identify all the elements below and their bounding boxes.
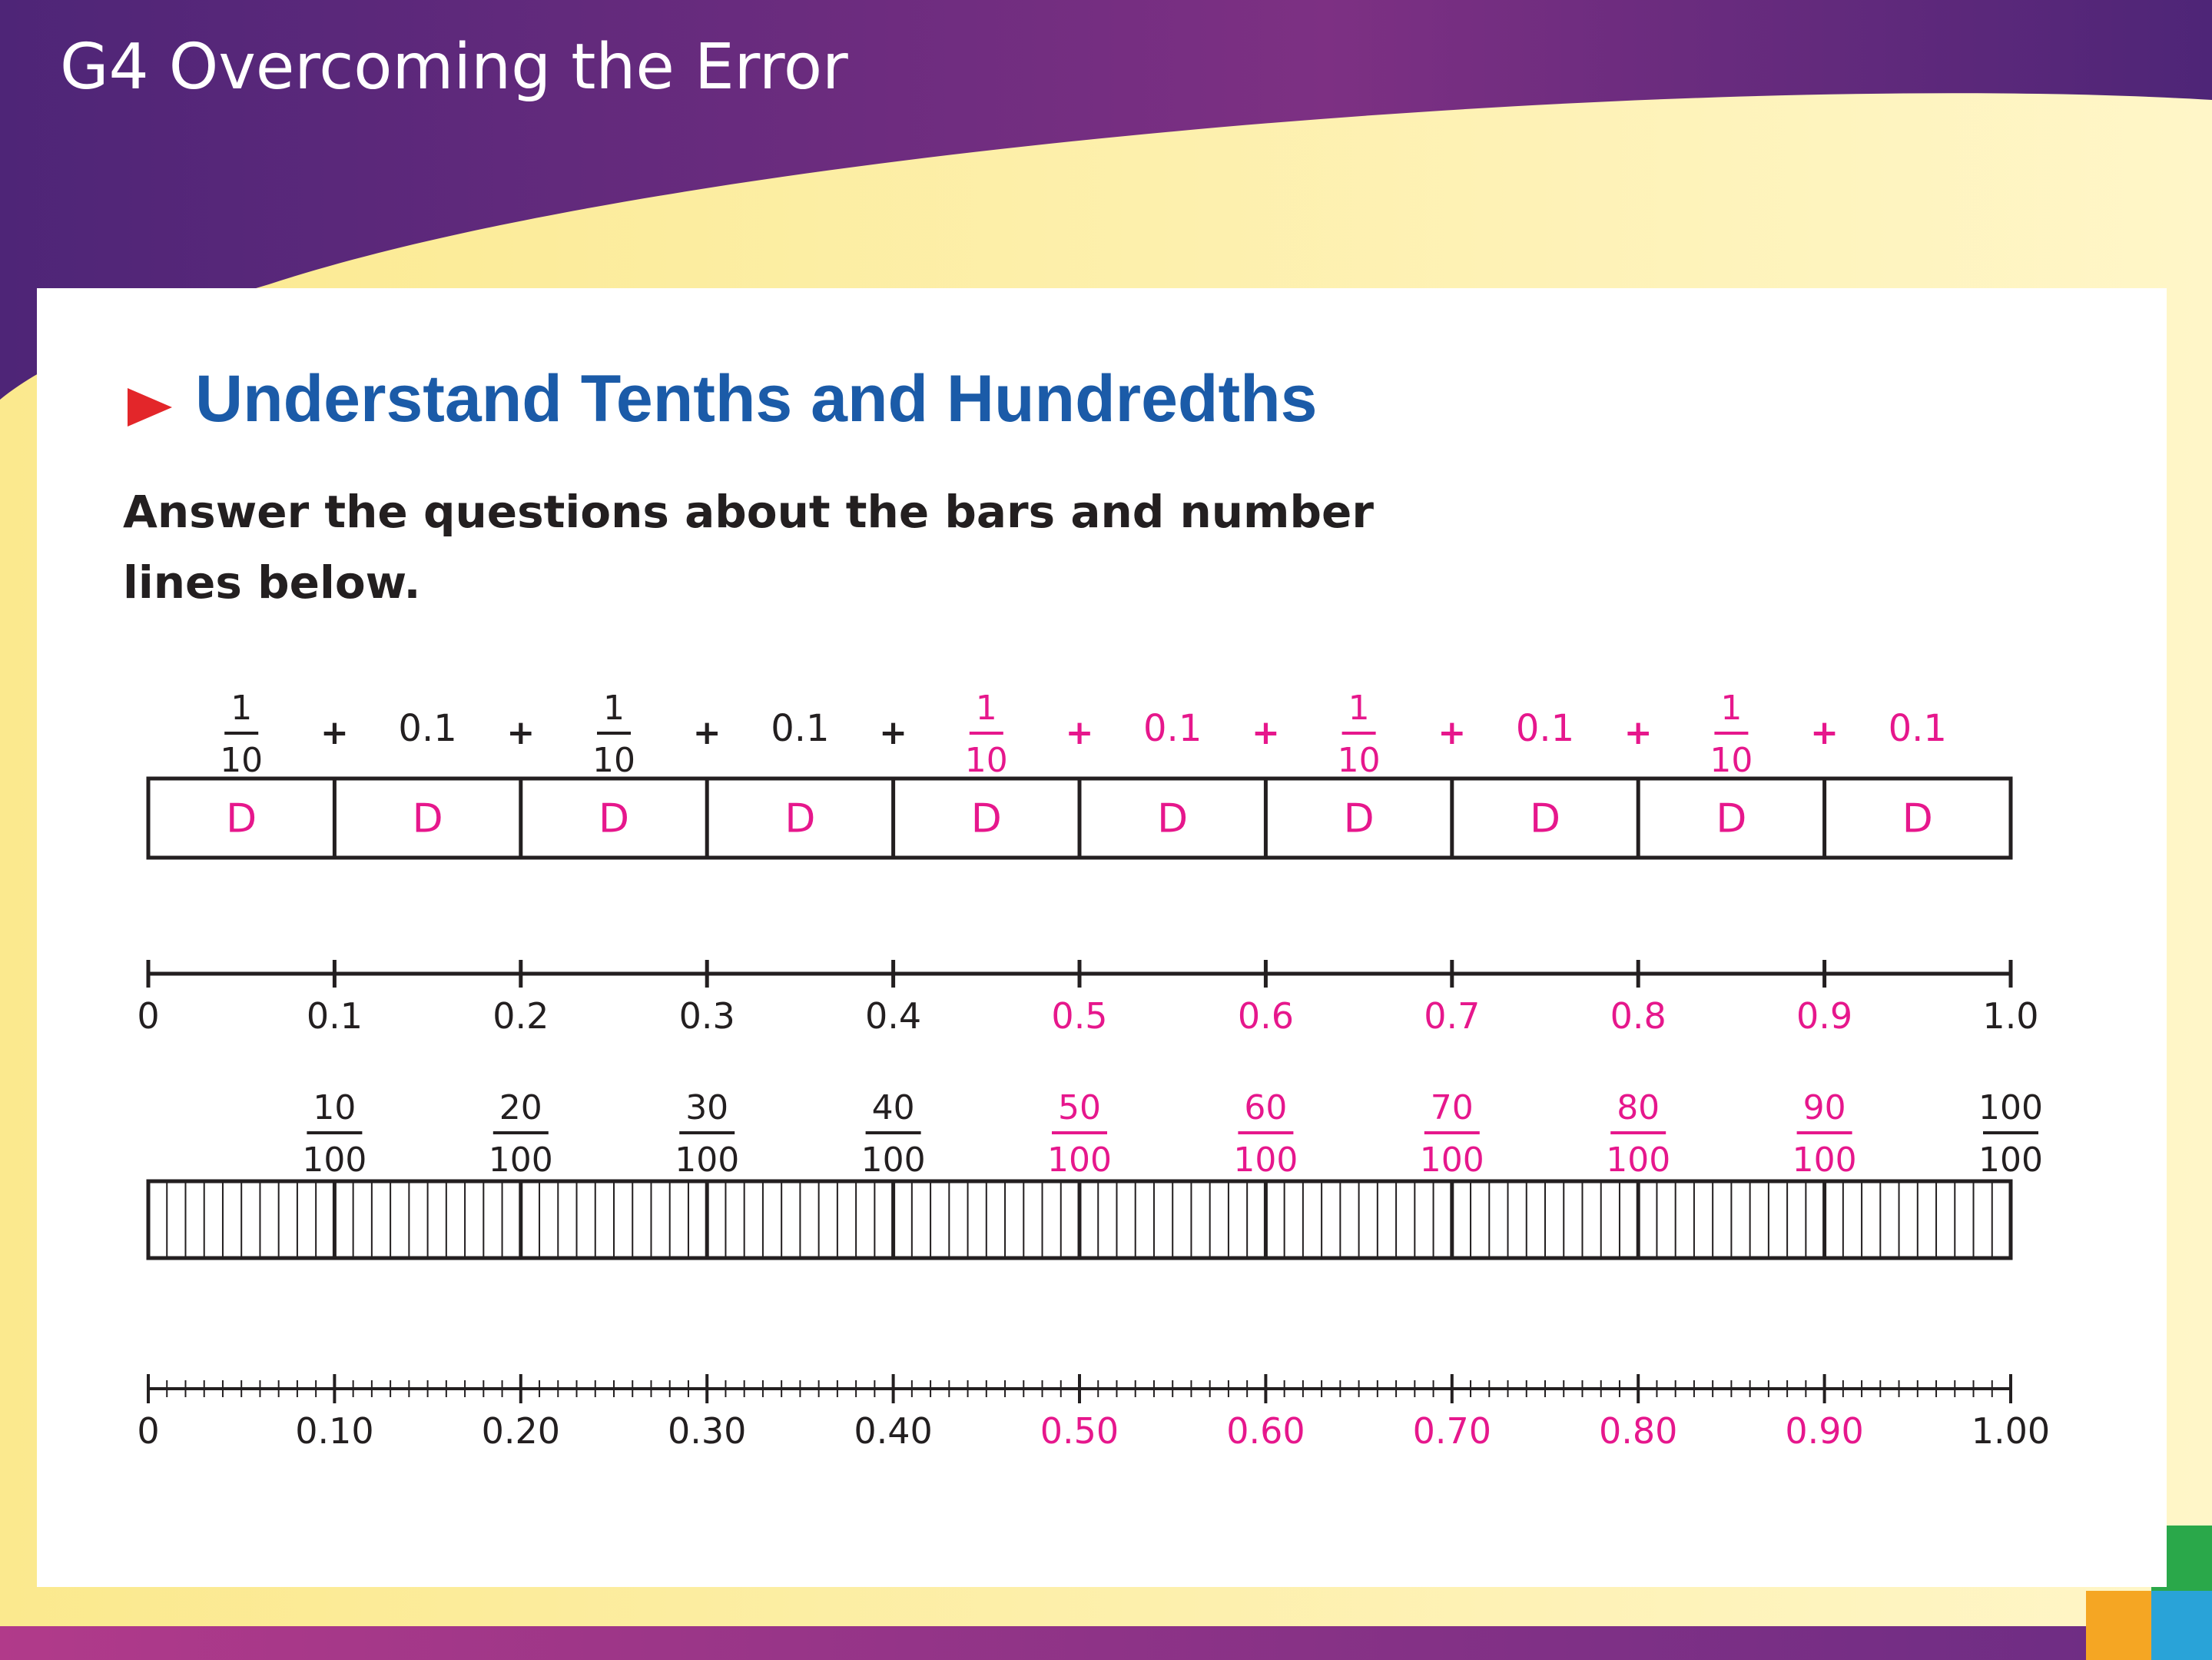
tenth-fraction-denominator: 10 bbox=[964, 741, 1008, 780]
plus-sign: + bbox=[1810, 713, 1839, 752]
plus-sign: + bbox=[1065, 713, 1094, 752]
hundredth-fraction-denominator: 100 bbox=[1233, 1140, 1298, 1180]
hundredths-line-label: 0.30 bbox=[667, 1410, 747, 1452]
bar-cell-label: D bbox=[970, 795, 1002, 842]
tenth-fraction-numerator: 1 bbox=[975, 689, 997, 728]
tenths-line-label: 0.7 bbox=[1424, 995, 1481, 1037]
tenths-line-label: 0.2 bbox=[492, 995, 549, 1037]
tenths-line-label: 1.0 bbox=[1982, 995, 2039, 1037]
bar-cell-label: D bbox=[1716, 795, 1747, 842]
hundredths-line-label: 0.70 bbox=[1412, 1410, 1492, 1452]
bar-cell-label: D bbox=[226, 795, 257, 842]
tenth-fraction-numerator: 1 bbox=[1348, 689, 1370, 728]
plus-sign: + bbox=[1438, 713, 1467, 752]
tenth-decimal: 0.1 bbox=[1888, 707, 1947, 750]
hundredths-line-label: 0.50 bbox=[1040, 1410, 1119, 1452]
plus-sign: + bbox=[506, 713, 536, 752]
hundredth-fraction-denominator: 100 bbox=[675, 1140, 740, 1180]
tenths-line-label: 0.1 bbox=[306, 995, 363, 1037]
plus-sign: + bbox=[320, 713, 349, 752]
hundredth-fraction-numerator: 60 bbox=[1244, 1088, 1288, 1127]
hundredths-line-label: 0.60 bbox=[1226, 1410, 1305, 1452]
hundredth-fraction-numerator: 80 bbox=[1617, 1088, 1660, 1127]
tenths-line-label: 0.9 bbox=[1796, 995, 1853, 1037]
plus-sign: + bbox=[1251, 713, 1280, 752]
tenths-line-label: 0.5 bbox=[1051, 995, 1108, 1037]
hundredths-line-label: 0.20 bbox=[481, 1410, 561, 1452]
tenths-line-label: 0.3 bbox=[678, 995, 735, 1037]
tenth-decimal: 0.1 bbox=[771, 707, 830, 750]
plus-sign: + bbox=[692, 713, 721, 752]
tenth-decimal: 0.1 bbox=[1143, 707, 1202, 750]
hundredths-line-label: 1.00 bbox=[1971, 1410, 2051, 1452]
tenths-line-label: 0.8 bbox=[1610, 995, 1666, 1037]
hundredth-fraction-denominator: 100 bbox=[1419, 1140, 1484, 1180]
hundredth-fraction-denominator: 100 bbox=[1792, 1140, 1857, 1180]
bar-cell-label: D bbox=[1902, 795, 1933, 842]
bar-cell-label: D bbox=[1343, 795, 1375, 842]
hundredths-line-label: 0.90 bbox=[1785, 1410, 1864, 1452]
hundredth-fraction-numerator: 100 bbox=[1978, 1088, 2043, 1127]
bar-cell-label: D bbox=[1529, 795, 1561, 842]
hundredth-fraction-numerator: 40 bbox=[871, 1088, 915, 1127]
tenth-fraction-denominator: 10 bbox=[1337, 741, 1381, 780]
hundredths-line-label: 0 bbox=[137, 1410, 160, 1452]
hundredth-fraction-denominator: 100 bbox=[1047, 1140, 1112, 1180]
section-heading: Understand Tenths and Hundredths bbox=[195, 362, 1318, 436]
hundredth-fraction-denominator: 100 bbox=[488, 1140, 553, 1180]
tenth-fraction-denominator: 10 bbox=[220, 741, 264, 780]
plus-sign: + bbox=[1623, 713, 1653, 752]
hundredth-fraction-numerator: 90 bbox=[1802, 1088, 1846, 1127]
tenth-decimal: 0.1 bbox=[1515, 707, 1575, 750]
hundredth-fraction-denominator: 100 bbox=[861, 1140, 926, 1180]
instructions-text: Answer the questions about the bars and number lines below. bbox=[123, 486, 1374, 609]
hundredth-fraction-denominator: 100 bbox=[302, 1140, 367, 1180]
tenth-fraction-numerator: 1 bbox=[1720, 689, 1743, 728]
bar-cell-label: D bbox=[784, 795, 816, 842]
hundredth-fraction-numerator: 30 bbox=[685, 1088, 729, 1127]
tenths-line-label: 0.6 bbox=[1237, 995, 1294, 1037]
hundredths-line-label: 0.10 bbox=[295, 1410, 374, 1452]
hundredth-fraction-numerator: 20 bbox=[499, 1088, 542, 1127]
hundredth-fraction-denominator: 100 bbox=[1606, 1140, 1671, 1180]
bar-cell-label: D bbox=[598, 795, 630, 842]
tenth-fraction-denominator: 10 bbox=[1710, 741, 1753, 780]
hundredth-fraction-numerator: 10 bbox=[313, 1088, 357, 1127]
slide-title: G4 Overcoming the Error bbox=[60, 31, 848, 104]
hundredths-line-label: 0.40 bbox=[854, 1410, 933, 1452]
tenths-line-label: 0 bbox=[137, 995, 160, 1037]
tenths-line-label: 0.4 bbox=[865, 995, 922, 1037]
tenth-fraction-numerator: 1 bbox=[603, 689, 625, 728]
hundredth-fraction-numerator: 50 bbox=[1058, 1088, 1101, 1127]
plus-sign: + bbox=[879, 713, 908, 752]
bar-cell-label: D bbox=[1157, 795, 1189, 842]
hundredth-fraction-denominator: 100 bbox=[1978, 1140, 2043, 1180]
tenth-fraction-numerator: 1 bbox=[230, 689, 253, 728]
bar-cell-label: D bbox=[412, 795, 443, 842]
hundredth-fraction-numerator: 70 bbox=[1430, 1088, 1474, 1127]
tenth-fraction-denominator: 10 bbox=[592, 741, 635, 780]
tenth-decimal: 0.1 bbox=[398, 707, 457, 750]
hundredths-line-label: 0.80 bbox=[1598, 1410, 1678, 1452]
